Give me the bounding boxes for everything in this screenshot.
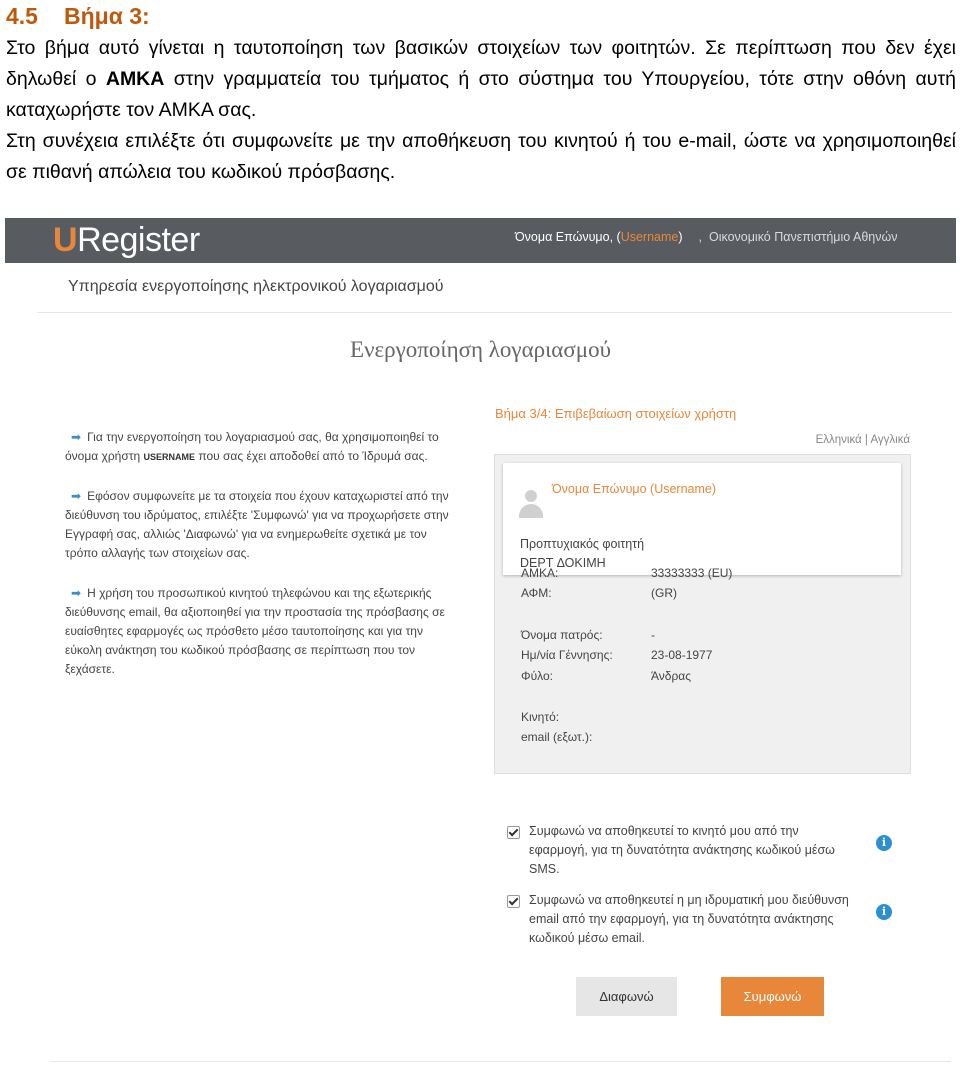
username: Username (620, 230, 679, 244)
lang-greek[interactable]: Ελληνικά (815, 434, 862, 446)
info-icon[interactable]: i (876, 904, 892, 920)
field-value-amka: 33333333 (EU) (651, 566, 733, 580)
user-card-name: Όνομα Επώνυμο (Username) (552, 482, 717, 496)
section-heading (6, 0, 956, 33)
consent-email-text: Συμφωνώ να αποθηκευτεί η μη ιδρυματική μου διεύθυνση email από την εφαρμογή, για τη δυνατότητα ανάκτησης κωδικού μέσω email. (529, 893, 849, 945)
service-title: Υπηρεσία ενεργοποίησης ηλεκτρονικού λογαριασμού (68, 278, 444, 295)
field-value-father: - (651, 628, 655, 642)
user-name: Όνομα Επώνυμο, ( (515, 230, 621, 244)
info-item-1-username: USERNAME (143, 452, 196, 462)
info-item-1-text-end: που σας έχει αποδοθεί από το Ίδρυμά σας. (195, 449, 428, 463)
arrow-right-icon: ➡ (71, 489, 82, 503)
info-item-2-text: Εφόσον συμφωνείτε με τα στοιχεία που έχουν καταχωριστεί από την διεύθυνση του ιδρύματος, επιλέξτε 'Συμφωνώ' για να προχωρήσετε στην Εγγραφή σας, αλλιώς 'Διαφωνώ' για να ενημερωθείτε σχετικά με τον τρόπο αλλαγής των στοιχείων σας. (65, 489, 449, 560)
page-title: Ενεργοποίηση λογαριασμού (350, 337, 611, 362)
section-number: 4.5 (6, 3, 38, 29)
uregister-screenshot (5, 218, 956, 1074)
field-value-afm: (GR) (651, 586, 677, 600)
consent-sms-checkbox[interactable] (507, 826, 520, 839)
paragraph-1 (6, 33, 956, 126)
paragraph-1-text: Στο βήμα αυτό γίνεται η ταυτοποίηση των βασικών στοιχείων των φοιτητών. Σε περίπτωση που δεν έχει δηλωθεί ο (6, 37, 956, 90)
consent-sms-text: Συμφωνώ να αποθηκευτεί το κινητό μου από την εφαρμογή, για τη δυνατότητα ανάκτησης κωδικού μέσω SMS. (529, 824, 835, 876)
divider (37, 312, 952, 313)
user-card-department: DEPT ΔΟΚΙΜΗ (520, 556, 606, 570)
agree-button[interactable]: Συμφωνώ (721, 977, 824, 1016)
info-item-1 (65, 428, 460, 467)
step-label: Βήμα 3/4: Επιβεβαίωση στοιχείων χρήστη (495, 406, 737, 421)
consent-email-checkbox[interactable] (507, 895, 520, 908)
paragraph-1-bold: ΑΜΚΑ (105, 68, 165, 90)
field-label-afm: ΑΦΜ: (521, 586, 552, 600)
lang-separator: | (861, 434, 871, 446)
info-icon[interactable]: i (876, 835, 892, 851)
organization-name: Οικονομικό Πανεπιστήμιο Αθηνών (708, 230, 898, 244)
divider (51, 1061, 951, 1062)
info-item-2 (65, 487, 460, 563)
disagree-button[interactable]: Διαφωνώ (576, 977, 677, 1016)
language-switcher (816, 434, 910, 446)
logo-text: Register (77, 221, 200, 259)
field-label-birthdate: Ημ/νία Γέννησης: (521, 648, 613, 662)
user-suffix: ) (678, 230, 683, 244)
top-bar (5, 218, 956, 263)
user-card-type: Προπτυχιακός φοιτητή (520, 537, 645, 551)
section-title: Βήμα 3: (63, 3, 150, 29)
field-label-father: Όνομα πατρός: (521, 628, 603, 642)
field-value-gender: Άνδρας (651, 669, 692, 683)
field-label-gender: Φύλο: (521, 669, 553, 683)
user-card (503, 463, 901, 575)
uregister-logo (53, 220, 200, 260)
user-details-panel (494, 454, 911, 774)
info-item-3 (65, 584, 460, 679)
paragraph-2: Στη συνέχεια επιλέξτε ότι συμφωνείτε με την αποθήκευση του κινητού ή του e-mail, ώστε να χρησιμοποιηθεί σε πιθανή απώλεια του κωδικού πρόσβασης. (6, 130, 956, 183)
user-info (515, 230, 898, 244)
document-text (6, 0, 956, 188)
field-value-birthdate: 23-08-1977 (651, 648, 713, 662)
paragraph-1-text-end: στην γραμματεία του τμήματος ή στο σύστημα του Υπουργείου, τότε στην οθόνη αυτή καταχωρήστε τον ΑΜΚΑ σας. (6, 68, 956, 121)
field-label-mobile: Κινητό: (521, 710, 560, 724)
field-label-email: email (εξωτ.): (521, 730, 593, 744)
info-item-3-text: Η χρήση του προσωπικού κινητού τηλεφώνου και της εξωτερικής διεύθυνσης email, θα αξιοποιηθεί για την προστασία της πρόσβασης σε ευαίσθητες εφαρμογές ως πρόσθετο μέσο ταυτοποίησης και για την εύκολη ανάκτηση του κωδικού πρόσβασης σε περίπτωση που τον ξεχάσετε. (65, 586, 445, 676)
info-item-1-text: Για την ενεργοποίηση του λογαριασμού σας, θα χρησιμοποιηθεί το όνομα χρήστη (65, 430, 439, 463)
org-separator: , (698, 230, 703, 244)
field-label-amka: ΑΜΚΑ: (521, 566, 559, 580)
arrow-right-icon: ➡ (71, 430, 82, 444)
arrow-right-icon: ➡ (71, 586, 82, 600)
logo-u: U (53, 221, 78, 259)
user-avatar-icon (519, 490, 543, 518)
lang-english[interactable]: Αγγλικά (870, 434, 910, 446)
